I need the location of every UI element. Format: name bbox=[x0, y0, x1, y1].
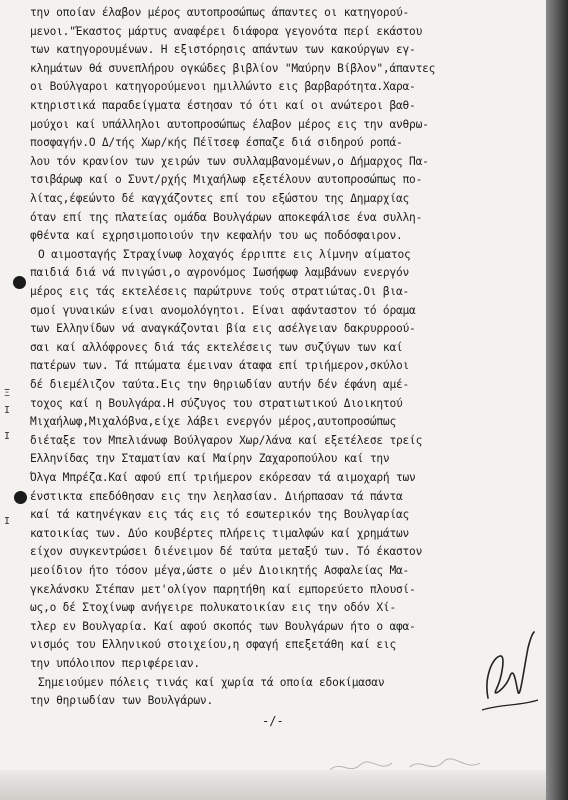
text-line: μεοίδιον ήτο τόσον μέγα,ώστε ο μέν Διοικητής Ασφαλείας Μα- bbox=[30, 564, 410, 577]
text-line: τσιβάρωφ καί ο Συντ/ρχής Μιχαήλωφ εξετέλουν αυτοπροσώπως πο- bbox=[30, 173, 423, 187]
text-line: Όλγα Μπρέζα.Καί αφού επί τριήμερον εκόρεσαν τά αιμοχαρή των bbox=[30, 471, 416, 484]
text-line: Ελληνίδας την Σταματίαν καί Μαίρην Ζαχαροπούλου καί την bbox=[30, 452, 390, 466]
text-line: είχον συγκεντρώσει διένειμον δέ ταύτα μεταξύ των. Τό έκαστον bbox=[30, 545, 423, 559]
page-continuation-marker: -/- bbox=[262, 714, 284, 728]
text-line: διέταξε τον Μπελιάνωφ Βούλγαρον Χωρ/λάνα καί εξετέλεσε τρείς bbox=[30, 433, 423, 447]
text-line: ως,ο δέ Στοχίνωφ ανήγειρε πολυκατοικίαν εις την οδόν Χί- bbox=[30, 601, 396, 615]
text-line: Μιχαήλωφ,Μιχαλόβνα,είχε λάβει ενεργόν μέρος,αυτοπροσώπως bbox=[30, 415, 396, 429]
text-line: Σημειούμεν πόλεις τινάς καί χωρία τά οποία εδοκίμασαν bbox=[38, 675, 385, 689]
text-line: κλημάτων θά συνεπλήρου ογκώδες βιβλίον "Μαύρην Βίβλον",άπαντες bbox=[30, 61, 436, 75]
text-line: λου τόν κρανίον των χειρών των συλλαμβανομένων,ο Δήμαρχος Πα- bbox=[30, 154, 429, 168]
text-line: γκελάνσκυ Στέπαν μετ'ολίγον παρητήθη καί εμπορεύετο πλουσί- bbox=[30, 582, 416, 596]
text-line: νισμός του Ελληνικού στοιχείου,η σφαγή επεξετάθη καί εις bbox=[30, 638, 396, 652]
text-line: σμοί γυναικών είναι ανομολόγητοι. Είναι αφάνταστον τό όραμα bbox=[30, 303, 416, 317]
margin-mark: Ι bbox=[4, 431, 11, 442]
text-line: μενοι."Έκαστος μάρτυς αναφέρει διάφορα γεγονότα περί εκάστου bbox=[30, 24, 423, 38]
text-line: Ο αιμοσταγής Στραχίνωφ λοχαγός έρριπτε εις λίμνην αίματος bbox=[38, 247, 411, 261]
text-line: μέρος εις τάς εκτελέσεις παρώτρυνε τούς στρατιώτας.Οι βια- bbox=[30, 285, 410, 298]
text-line: κτηριστικά παραδείγματα έστησαν τό ότι καί οι ανώτεροι βαθ- bbox=[30, 99, 416, 112]
text-line: την θηριωδίαν των Βουλγάρων. bbox=[30, 694, 213, 708]
text-line: την υπόλοιπον περιφέρειαν. bbox=[30, 657, 200, 670]
text-line: την οποίαν έλαβον μέρος αυτοπροσώπως άπαντες οι κατηγορού- bbox=[30, 6, 410, 19]
text-line: κατοικίας των. Δύο κουβέρτες πλήρεις τιμαλφών καί χρημάτων bbox=[30, 526, 410, 540]
text-line: τλερ εν Βουλγαρία. Καί αφού σκοπός των Βουλγάρων ήτο ο αφα- bbox=[30, 619, 416, 633]
text-line: ποσφαγήν.Ο Δ/τής Χωρ/κής Πέϊτσεφ έσπαζε διά σιδηρού ροπά- bbox=[30, 136, 403, 150]
text-line: παιδιά διά νά πνιγώσι,ο αγρονόμος Ιωσήφωφ λαμβάνων ενεργόν bbox=[30, 266, 410, 280]
text-line: ένστικτα επεδόθησαν εις την λεηλασίαν. Διήρπασαν τά πάντα bbox=[30, 489, 403, 503]
text-line: μούχοι καί υπάλληλοι αυτοπροσώπως έλαβον μέρος εις την ανθρω- bbox=[30, 117, 429, 131]
scan-bottom-edge bbox=[0, 770, 546, 800]
text-line: λίτας,έφεώντο δέ καγχάζοντες επί του εξώστου της Δημαρχίας bbox=[30, 192, 410, 205]
text-line: σαι καί αλλόφρονες διά τάς εκτελέσεις των συζύγων των καί bbox=[30, 340, 403, 354]
text-line: τοχος καί η Βουλγάρα.Η σύζυγος του στρατιωτικού Διοικητού bbox=[30, 396, 403, 410]
text-line: καί τά κατηνέγκαν εις τάς εις τό εσωτερικόν της Βουλγαρίας bbox=[30, 508, 410, 522]
handwritten-signature bbox=[480, 628, 540, 714]
text-line: των κατηγορουμένων. Η εξιστόρησις απάντων των κακούργων εγ- bbox=[30, 43, 416, 57]
margin-mark: Ξ bbox=[4, 388, 11, 399]
text-line: πατέρων των. Τά πτώματα έμειναν άταφα επί τριήμερον,σκύλοι bbox=[30, 359, 410, 373]
text-line: φθέντα καί εχρησιμοποιούν την κεφαλήν του ως ποδόσφαιρον. bbox=[30, 229, 403, 243]
punch-hole-top bbox=[13, 276, 26, 289]
text-line: όταν επί της πλατείας ομάδα Βουλγάρων αποκεφάλισε ένα συλλη- bbox=[30, 210, 423, 224]
text-line: δέ διεμέλιζον ταύτα.Εις την θηριωδίαν αυτήν δέν έφάνη αμέ- bbox=[30, 378, 410, 391]
scan-right-shadow bbox=[546, 0, 568, 800]
text-line: οι Βούλγαροι κατηγορούμενοι ημιλλώντο εις βαρβαρότητα.Χαρα- bbox=[30, 80, 416, 94]
punch-hole-bottom bbox=[14, 491, 27, 504]
margin-mark: Ι bbox=[4, 516, 11, 527]
text-line: των Ελληνίδων νά αναγκάζονται βία εις ασέλγειαν δακρυρροού- bbox=[30, 322, 416, 336]
margin-mark: Ι bbox=[4, 405, 11, 416]
